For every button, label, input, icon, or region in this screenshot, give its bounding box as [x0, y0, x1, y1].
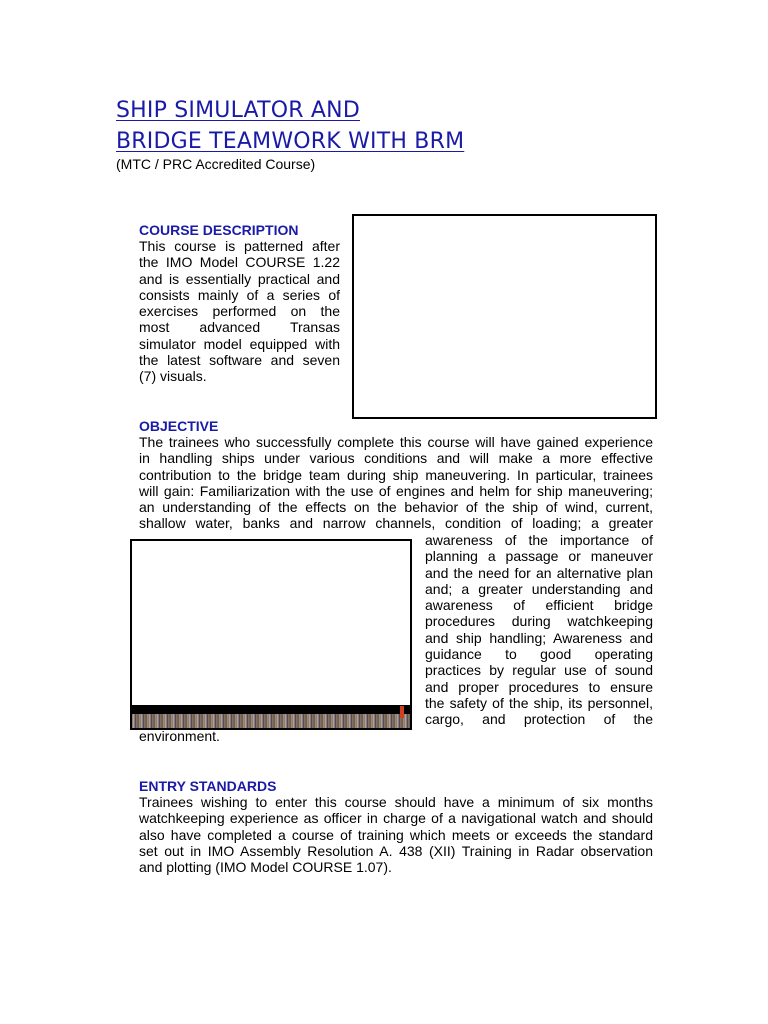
page-title [116, 95, 464, 157]
text-line: and is essentially practical and [139, 270, 340, 287]
text-line: The trainees who successfully complete this course will have gained experience [139, 434, 653, 450]
text-line: and ship handling; Awareness and [425, 629, 653, 646]
title-line-2: BRIDGE TEAMWORK WITH BRM [116, 129, 465, 154]
text-line: also have completed a course of training which meets or exceeds the standard [139, 826, 653, 843]
text-line: most advanced Transas [139, 319, 340, 336]
entry-standards-heading: ENTRY STANDARDS [139, 778, 277, 794]
text-line: (7) visuals. [139, 368, 207, 385]
text-line: consists mainly of a series of [139, 286, 340, 303]
course-description-text [139, 238, 340, 385]
photo-console-strip [132, 714, 410, 728]
objective-heading: OBJECTIVE [139, 418, 219, 434]
text-line: This course is patterned after [139, 238, 340, 254]
text-line: will gain: Familiarization with the use of engines and helm for ship maneuvering; [139, 482, 653, 499]
text-line: and plotting (IMO Model COURSE 1.07). [139, 859, 392, 876]
text-line: contribution to the bridge team during ship maneuvering. In particular, trainees [139, 466, 653, 483]
title-line-1: SHIP SIMULATOR AND [116, 98, 360, 123]
text-line: the safety of the ship, its personnel, [425, 694, 653, 711]
photo-bright-area [132, 541, 410, 705]
image-placeholder-frame [352, 214, 657, 419]
text-line: an understanding of the effects on the behavior of the ship of wind, current, [139, 499, 653, 516]
objective-tail: environment. [139, 728, 220, 744]
text-line: shallow water, banks and narrow channels, condition of loading; a greater [139, 515, 653, 532]
subtitle: (MTC / PRC Accredited Course) [116, 156, 316, 172]
photo-indicator-light [400, 706, 404, 718]
text-line: procedures during watchkeeping [425, 613, 653, 630]
text-line: and; a greater understanding and [425, 580, 653, 597]
text-line: awareness of efficient bridge [425, 597, 653, 614]
text-line: and the need for an alternative plan [425, 564, 653, 581]
text-line: cargo, and protection of the [425, 711, 653, 728]
course-description-heading: COURSE DESCRIPTION [139, 222, 299, 238]
text-line: practices by regular use of sound [425, 662, 653, 679]
text-line: simulator model equipped with [139, 335, 340, 352]
entry-standards-text [139, 794, 653, 875]
simulator-photo [130, 539, 412, 730]
text-line: planning a passage or maneuver [425, 548, 653, 565]
text-line: and proper procedures to ensure [425, 678, 653, 695]
text-line: awareness of the importance of [425, 532, 653, 548]
text-line: the IMO Model COURSE 1.22 [139, 254, 340, 271]
text-line: in handling ships under various conditions and will make a more effective [139, 450, 653, 467]
text-line: set out in IMO Assembly Resolution A. 438 (XII) Training in Radar observation [139, 842, 653, 859]
text-line: guidance to good operating [425, 646, 653, 663]
text-line: watchkeeping experience as officer in charge of a navigational watch and should [139, 810, 653, 827]
text-line: exercises performed on the [139, 303, 340, 320]
objective-wrap-text [425, 532, 653, 728]
text-line: Trainees wishing to enter this course should have a minimum of six months [139, 794, 653, 810]
text-line: the latest software and seven [139, 352, 340, 369]
objective-text [139, 434, 653, 532]
